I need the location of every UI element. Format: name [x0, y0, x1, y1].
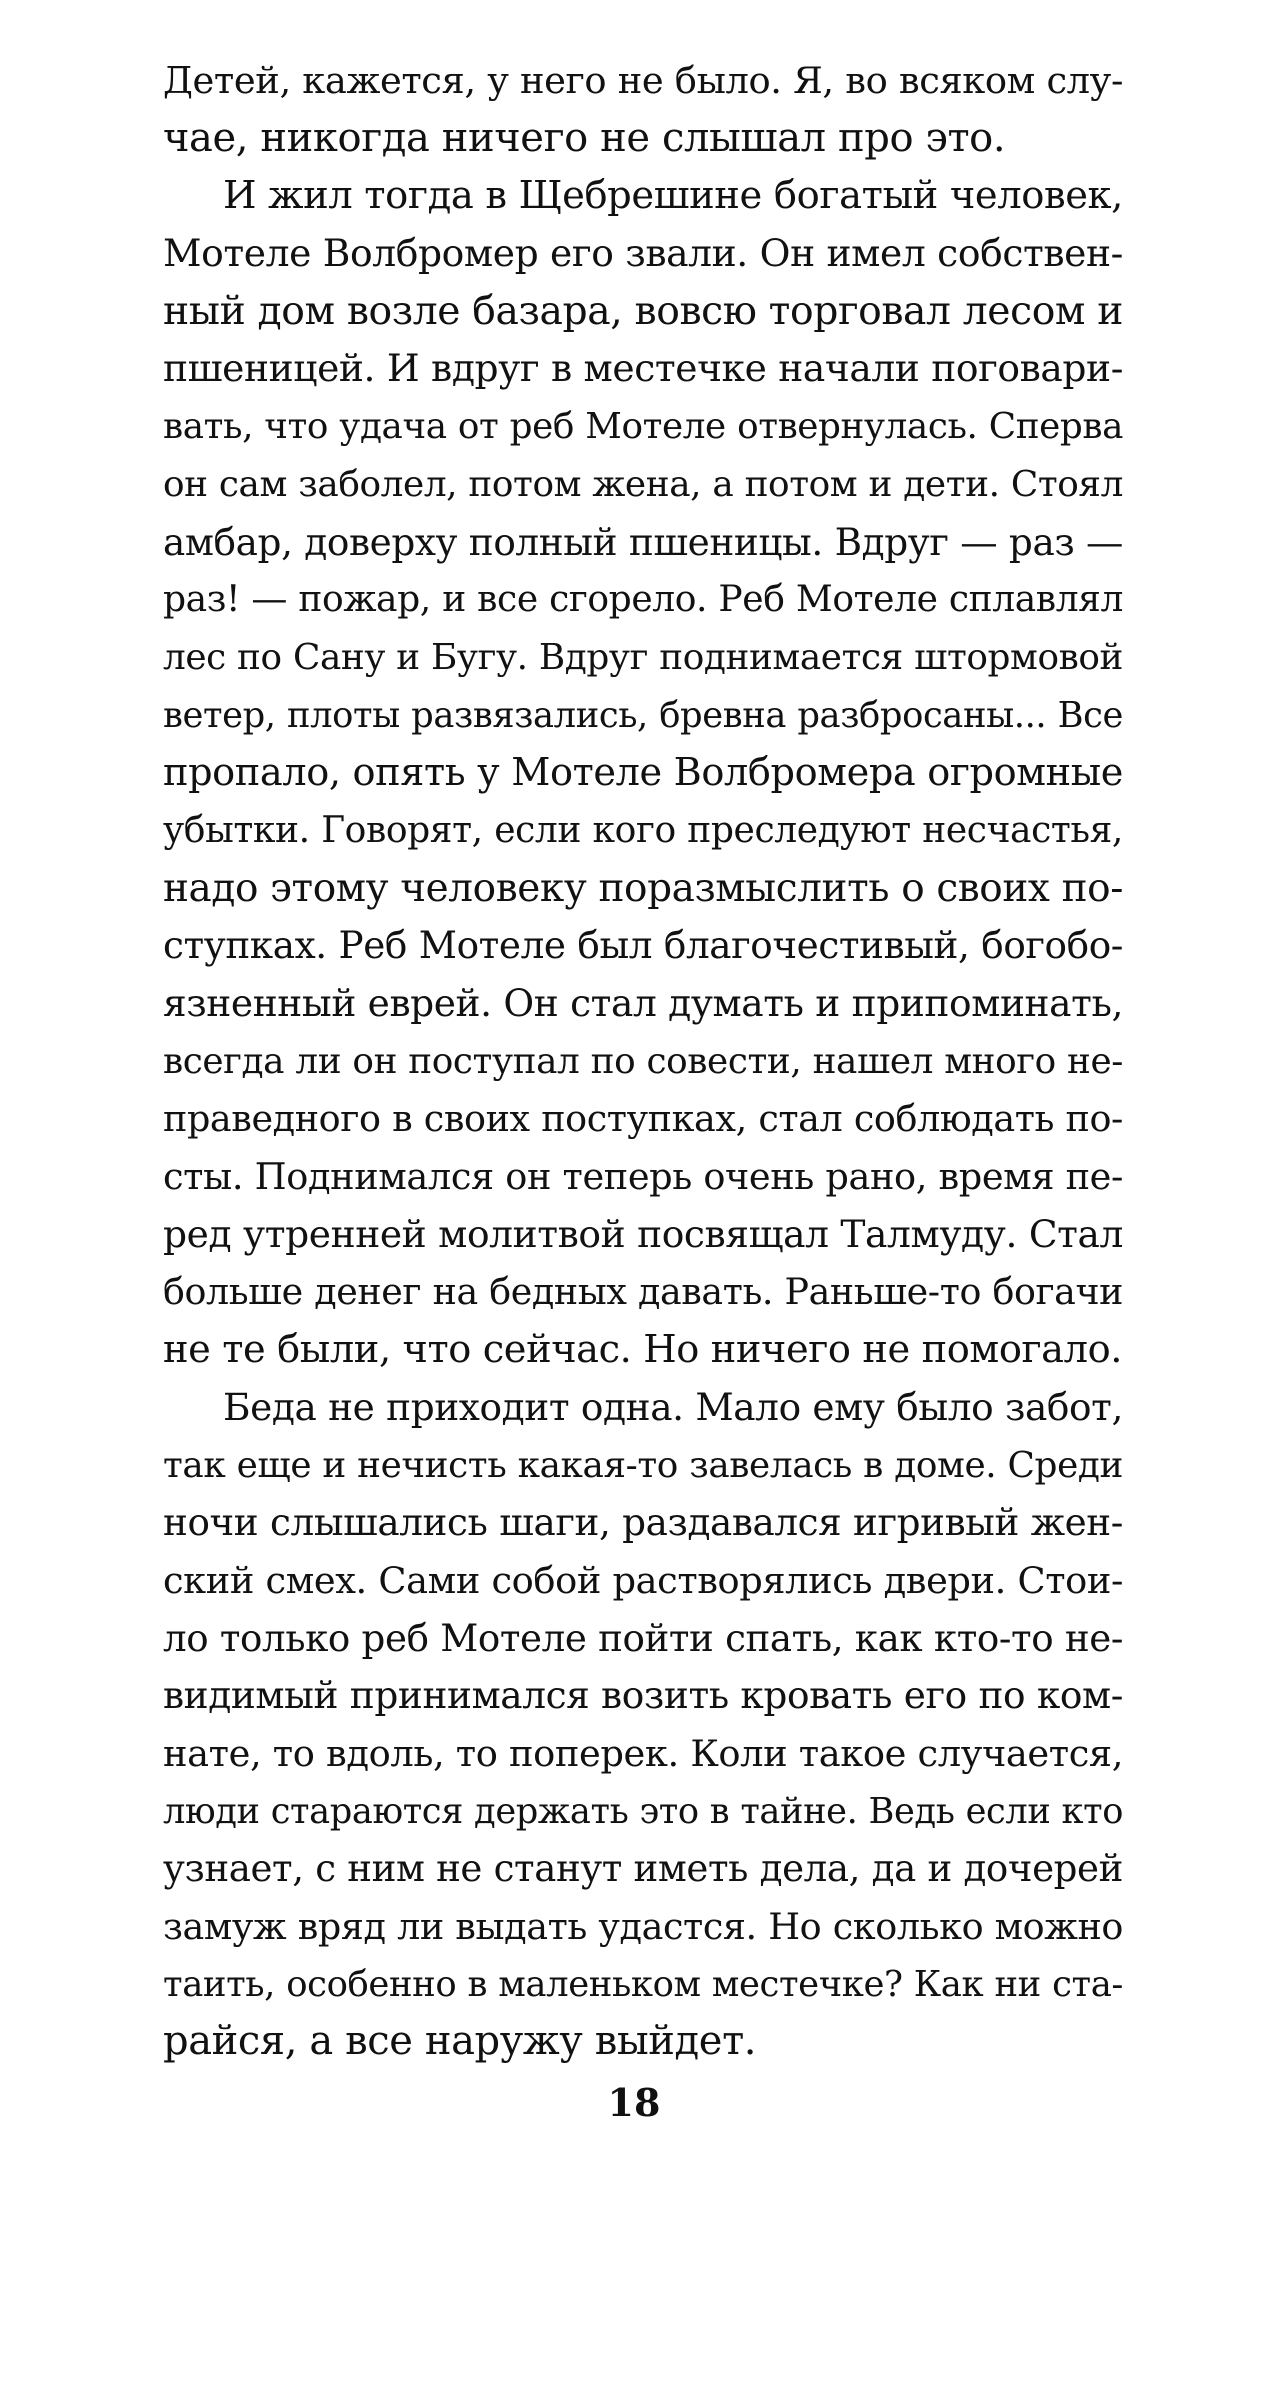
text-line: Мотеле Волбромер его звали. Он имел собствен- — [163, 231, 1123, 276]
text-line: амбар, доверху полный пшеницы. Вдруг — раз — — [163, 519, 1123, 564]
text-line: сты. Поднимался он теперь очень рано, время пе- — [163, 1155, 1123, 1199]
text-line: люди стараются держать это в тайне. Ведь если кто — [163, 1790, 1123, 1832]
text-line: Детей, кажется, у него не было. Я, во всяком слу- — [163, 59, 1123, 102]
paragraph-3 — [163, 1379, 1123, 2071]
text-line: убытки. Говорят, если кого преследуют несчастья, — [163, 809, 1123, 851]
text-line: ночи слышались шаги, раздавался игривый жен- — [163, 1500, 1123, 1545]
text-line: пропало, опять у Мотеле Волбромера огромные — [163, 750, 1123, 796]
text-line: он сам заболел, потом жена, а потом и дети. Стоял — [163, 463, 1123, 505]
text-line: нате, то вдоль, то поперек. Коли такое случается, — [163, 1731, 1123, 1775]
text-line: И жил тогда в Щебрешине богатый человек, — [223, 173, 1123, 219]
text-line: таить, особенно в маленьком местечке? Как ни ста- — [163, 1963, 1123, 2005]
text-line: ный дом возле базара, вовсю торговал лесом и — [163, 288, 1123, 334]
text-line: так еще и нечисть какая-то завелась в доме. Среди — [163, 1444, 1123, 1486]
text-line: видимый принимался возить кровать его по ком- — [163, 1673, 1123, 1718]
text-line: раз! — пожар, и все сгорело. Реб Мотеле сплавлял — [163, 579, 1123, 621]
text-line: ступках. Реб Мотеле был благочестивый, богобо- — [163, 923, 1123, 968]
text-line: ветер, плоты развязались, бревна разбросаны... Все — [163, 694, 1123, 736]
text-line: не те были, что сейчас. Но ничего не помогало. — [163, 1327, 1123, 1373]
text-line: ло только реб Мотеле пойти спать, как кто-то не- — [163, 1615, 1123, 1660]
text-line: узнает, с ним не станут иметь дела, да и дочерей — [163, 1846, 1123, 1891]
body-text — [163, 52, 1123, 2071]
text-line: райся, а все наружу выйдет. — [163, 2018, 757, 2065]
text-line: пшеницей. И вдруг в местечке начали поговари- — [163, 346, 1123, 391]
text-line: Беда не приходит одна. Мало ему было забот, — [223, 1384, 1123, 1429]
text-line: язненный еврей. Он стал думать и припоминать, — [163, 981, 1123, 1025]
text-line: ред утренней молитвой посвящал Талмуду. Стал — [163, 1211, 1123, 1256]
text-line: ский смех. Сами собой растворялись двери. Стои- — [163, 1558, 1123, 1602]
text-line: надо этому человеку поразмыслить о своих по- — [163, 865, 1123, 911]
text-line: замуж вряд ли выдать удастся. Но сколько можно — [163, 1905, 1123, 1948]
page-number: 18 — [607, 2080, 661, 2125]
paragraph-1 — [163, 52, 1123, 167]
text-line: чае, никогда ничего не слышал про это. — [163, 114, 1006, 161]
paragraph-2 — [163, 167, 1123, 1378]
text-line: всегда ли он поступал по совести, нашел много не- — [163, 1040, 1123, 1082]
text-line: больше денег на бедных давать. Раньше-то богачи — [163, 1270, 1123, 1314]
text-line: вать, что удача от реб Мотеле отвернулась. Сперва — [163, 406, 1123, 448]
text-line: лес по Сану и Бугу. Вдруг поднимается штормовой — [163, 636, 1123, 678]
text-line: праведного в своих поступках, стал соблюдать по- — [163, 1097, 1123, 1141]
